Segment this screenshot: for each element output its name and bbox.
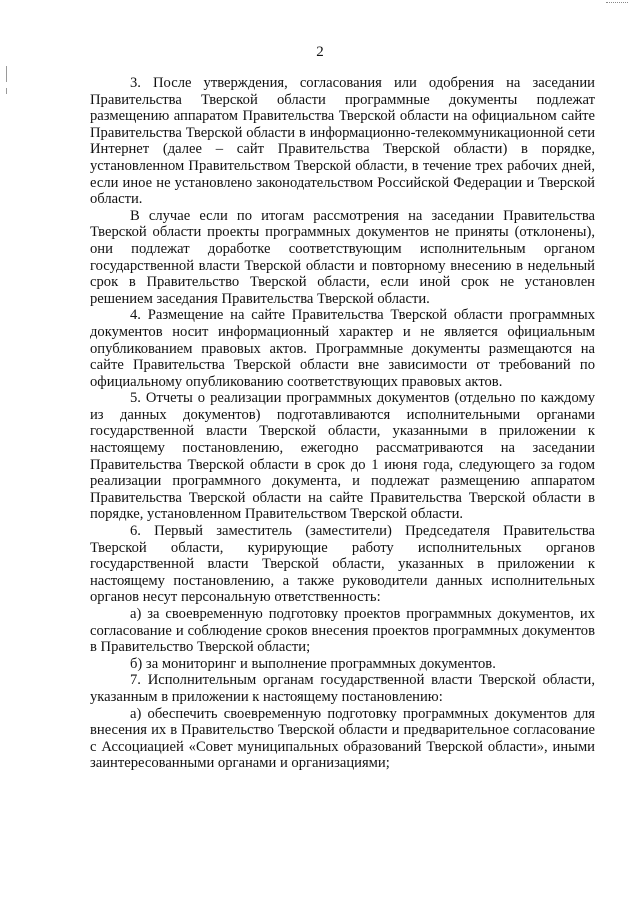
page-number: 2: [316, 44, 324, 60]
paragraph-3: 3. После утверждения, согласования или одобрения на заседании Правительства Тверской области программные документы подлежат размещению аппаратом Правительства Тверской области на официальном сайте Правительства Тверской области в информационно-телекоммуникационной сети Интернет (далее – сайт Правительства Тверской области) в порядке, установленном Правительством Тверской области, в течение трех рабочих дней, если иное не установлено законодательством Российской Федерации и Тверской области.: [90, 75, 595, 208]
scan-margin-mark: [6, 88, 7, 94]
paragraph-6: 6. Первый заместитель (заместители) Председателя Правительства Тверской области, курирующие работу исполнительных органов государственной власти Тверской области, указанных в приложении к настоящему постановлению, а также руководители данных исполнительных органов несут персональную ответственность:: [90, 523, 595, 606]
paragraph-3-continuation: В случае если по итогам рассмотрения на заседании Правительства Тверской области проекты программных документов не приняты (отклонены), они подлежат доработке соответствующим исполнительным органом государственной власти Тверской области и повторному внесению в недельный срок в Правительство Тверской области, если иной срок не установлен решением заседания Правительства Тверской области.: [90, 207, 595, 307]
paragraph-7: 7. Исполнительным органам государственной власти Тверской области, указанным в приложении к настоящему постановлению:: [90, 672, 595, 705]
document-body: [90, 75, 595, 772]
scan-margin-mark: [6, 66, 7, 82]
paragraph-7a: а) обеспечить своевременную подготовку программных документов для внесения их в Правительство Тверской области и предварительное согласование с Ассоциацией «Совет муниципальных образований Тверской области», иными заинтересованными органами и организациями;: [90, 705, 595, 772]
paragraph-4: 4. Размещение на сайте Правительства Тверской области программных документов носит информационный характер и не является официальным опубликованием правовых актов. Программные документы размещаются на сайте Правительства Тверской области вне зависимости от требований по официальному опубликованию соответствующих правовых актов.: [90, 307, 595, 390]
paragraph-6b: б) за мониторинг и выполнение программных документов.: [130, 655, 496, 672]
scan-corner-mark: [606, 2, 628, 4]
paragraph-6a: а) за своевременную подготовку проектов программных документов, их согласование и соблюдение сроков внесения проектов программных документов в Правительство Тверской области;: [90, 606, 595, 656]
paragraph-5: 5. Отчеты о реализации программных документов (отдельно по каждому из данных документов) подготавливаются исполнительными органами государственной власти Тверской области, указанными в приложении к настоящему постановлению, ежегодно рассматриваются на заседании Правительства Тверской области в срок до 1 июня года, следующего за годом реализации программного документа, и подлежат размещению аппаратом Правительства Тверской области на сайте Правительства Тверской области в порядке, установленном Правительством Тверской области.: [90, 390, 595, 523]
